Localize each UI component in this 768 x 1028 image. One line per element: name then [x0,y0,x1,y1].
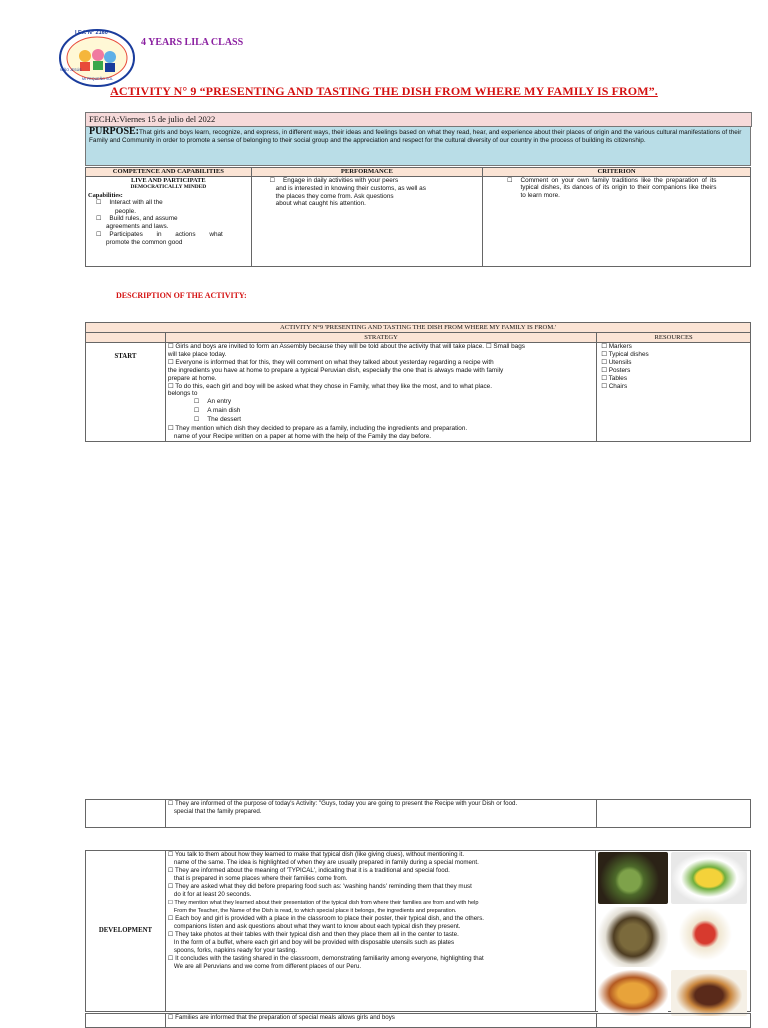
strategy-line: ☐ They mention what they learned about their presentation of the typical dish from where their families are from and with help [167,900,479,906]
resource-item: ☐ Posters [601,366,631,374]
capability-item: people. [115,207,136,215]
strategy-line: ☐ To do this, each girl and boy will be asked what they chose in Family, what they like the most, and to what place. [167,382,493,390]
header-performance: PERFORMANCE [251,168,482,177]
purpose-label: PURPOSE: [89,126,139,137]
performance-line: the places they come from. Ask questions [275,192,394,200]
strategy-line: special that the family prepared. [173,808,262,815]
performance-line: about what caught his attention. [275,200,366,208]
closing-table [85,1013,751,1028]
development-photos-cell [595,851,750,1012]
resource-item: ☐ Markers [601,343,632,350]
activity-table [85,322,751,442]
capability-item: ☐ Build rules, and assume [88,215,249,223]
capability-item: ☐ Participates in actions what [88,231,249,239]
strategy-line: name of the same. The idea is highlighted of when they are usually prepared in family during a special moment. [173,859,479,866]
strategy-line: companions listen and ask questions about what they want to know about each typical dish they present. [173,923,461,930]
capabilities-label: Capabilities: [88,191,123,199]
strategy-line: ☐ They mention which dish they decided to prepare as a family, including the ingredients and preparation. [167,425,468,433]
stage-header-empty [86,333,166,343]
logo-text-top: I.E.I. N° 2160 [75,30,108,36]
strategy-line: We are all Peruvians and we come from different places of our Peru. [173,963,362,970]
strategy-line: name of your Recipe written on a paper at home with the help of the Family the day before. [173,432,432,440]
strategy-line: do it for at least 20 seconds. [173,891,252,898]
capability-item: ☐ Interact with all the [88,199,249,207]
closing-strategy [165,1014,596,1028]
continuation-resources-cell [597,800,751,828]
header-criterion: CRITERION [483,168,751,177]
strategy-line: From the Teacher, the Name of the Dish is read, to which special place it belongs, the ingredients and preparation. [173,908,457,914]
criterion-wrap [485,177,748,199]
strategy-line: ☐ They take photos at their tables with their typical dish and then they place them all in the center to taste. [167,931,459,938]
logo-text-bottom: MI PEQUEÑO SOL [82,77,114,81]
strategy-header: STRATEGY [165,333,596,343]
strategy-line: prepare at home. [167,374,217,382]
resource-item: ☐ Typical dishes [601,350,649,358]
dish-option: ☐ A main dish [168,407,594,416]
strategy-line: ☐ Each boy and girl is provided with a place in the classroom to place their poster, their typical dish, and the others. [167,915,485,922]
strategy-line: ☐ They are asked what they did before preparing food such as: 'washing hands' reminding them that they must [167,883,472,890]
strategy-line: ☐ They are informed about the meaning of 'TYPICAL', indicating that it is a traditional and special food. [167,867,450,874]
food-photo-meat-dish [671,970,747,1016]
criterion-text: Comment on your own family traditions like the preparation of its typical dishes, its dances of its origin to their companions like theirs to learn more. [520,177,717,199]
food-photo-causa [671,852,747,904]
purpose-box [85,126,751,166]
continuation-table [85,799,751,828]
development-table [85,850,751,1012]
competence-line1: LIVE AND PARTICIPATE [130,177,206,184]
capability-item: promote the common good [106,239,183,247]
strategy-line: ☐ You talk to them about how they learned to make that typical dish (like giving clues), without mentioning it. [167,851,465,858]
activity-table-title: ACTIVITY N°9 'PRESENTING AND TASTING THE DISH FROM WHERE MY FAMILY IS FROM.' [86,323,751,333]
development-label: DEVELOPMENT [86,851,166,1012]
strategy-line: will take place today. [167,350,227,358]
description-title: DESCRIPTION OF THE ACTIVITY: [116,291,247,300]
logo-text-left: NIÑO JESÚS [60,68,82,72]
performance-line: ☐ Engage in daily activities with your peers [254,177,480,185]
closing-stage-cell [86,1014,166,1028]
header-competence: COMPETENCE AND CAPABILITIES [86,168,252,177]
resources-header: RESOURCES [597,333,751,343]
strategy-line: ☐ Families are informed that the preparation of special meals allows girls and boys [167,1014,395,1021]
strategy-line: the ingredients you have at home to prepare a typical Peruvian dish, especially the one that is always made with family [167,366,504,374]
resource-item: ☐ Chairs [601,382,628,390]
activity-title: ACTIVITY N° 9 “PRESENTING AND TASTING THE DISH FROM WHERE MY FAMILY IS FROM”. [110,84,658,98]
development-strategy [165,851,595,1012]
dish-option: ☐ An entry [168,398,594,407]
start-strategy [165,343,596,442]
closing-resources-cell [597,1014,751,1028]
class-title: 4 YEARS LILA CLASS [141,37,244,48]
resource-item: ☐ Utensils [601,358,632,366]
competence-cell [86,177,252,267]
continuation-strategy [165,800,596,828]
strategy-line: belongs to [167,390,198,398]
food-photo-stew [598,907,668,967]
capability-item: agreements and laws. [106,223,169,231]
criterion-checkbox [507,177,520,199]
strategy-line: In the form of a buffet, where each girl and boy will be provided with disposable utensils such as plates [173,939,455,946]
capabilities-table [85,167,751,267]
strategy-line: ☐ Everyone is informed that for this, they will comment on what they talked about yesterday regarding a recipe with [167,358,494,366]
food-photo-collage [598,851,748,1011]
resources-cell [597,343,751,442]
school-logo [58,28,136,88]
performance-cell [251,177,482,267]
food-photo-ceviche [671,907,747,967]
criterion-cell [483,177,751,267]
strategy-line: that is prepared in some places where their families come from. [173,875,348,882]
competence-line2: DEMOCRATICALLY MINDED [130,184,207,191]
strategy-line: spoons, forks, napkins ready for your tasting. [173,947,298,954]
resource-item: ☐ Tables [601,374,628,382]
start-label: START [86,343,166,442]
purpose-text: That girls and boys learn, recognize, and express, in different ways, their ideas and feelings based on what they read, hear, and experience about their places of origin and the various cultural manifestations of their Family and Community in order to promote a sense of belonging to their social group and the appreciation and respect for the cultural diversity of our country in the process of building its citizenship. [89,129,742,145]
fecha-row: FECHA:Viernes 15 de julio del 2022 [85,112,752,127]
food-photo-tamales [598,852,668,904]
food-photo-soup [598,970,668,1016]
dish-option: ☐ The dessert [168,416,594,425]
strategy-line: ☐ They are informed of the purpose of today's Activity: "Guys, today you are going to present the Recipe with your Dish or food. [167,800,518,807]
strategy-line: ☐ It concludes with the tasting shared in the classroom, demonstrating familiarity among everyone, highlighting that [167,955,484,962]
performance-line: and is interested in knowing their customs, as well as [275,185,426,193]
continuation-stage-cell [86,800,166,828]
strategy-line: ☐ Girls and boys are invited to form an Assembly because they will be told about the activity that will take place. ☐ Small bags [167,343,525,350]
